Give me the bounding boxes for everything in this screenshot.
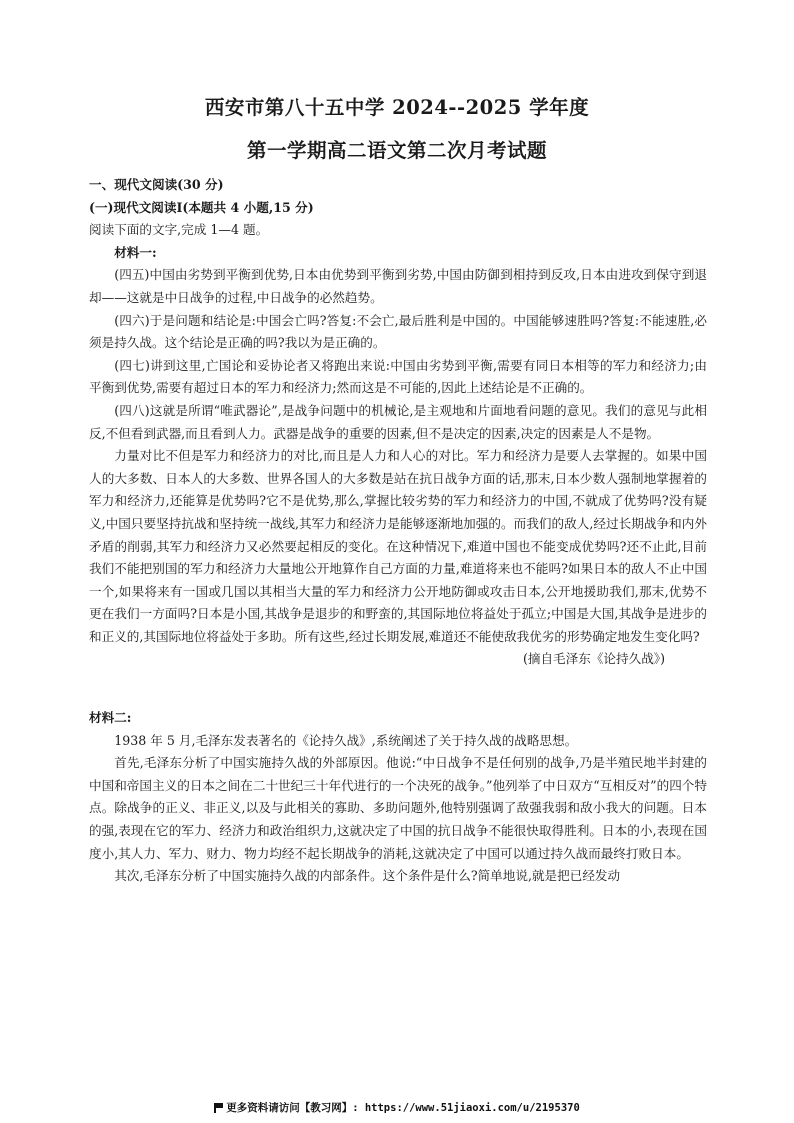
material1-paragraph: (四五)中国由劣势到平衡到优势,日本由优势到平衡到劣势,中国由防御到相持到反攻,日本由进攻到保守到退却——这就是中日战争的过程,中日战争的必然趋势。 (89, 267, 707, 305)
flag-icon (214, 1103, 223, 1112)
reading-instruction: 阅读下面的文字,完成 1—4 题。 (89, 222, 269, 238)
material2-paragraph: 其次,毛泽东分析了中国实施持久战的内部条件。这个条件是什么?简单地说,就是把已经发动 (114, 868, 621, 884)
material1-paragraph: (四八)这就是所谓“唯武器论”,是战争问题中的机械论,是主观地和片面地看问题的意见。我们的意见与此相反,不但看到武器,而且看到人力。武器是战争的重要的因素,但不是决定的因素,决定的因素是人不是物。 (89, 402, 707, 441)
material1-paragraph: (四七)讲到这里,亡国论和妥协论者又将跑出来说:中国由劣势到平衡,需要有同日本相等的军力和经济力;由平衡到优势,需要有超过日本的军力和经济力;然而这是不可能的,因此上述结论是不正确的。 (89, 357, 707, 396)
material2-paragraph: 1938 年 5 月,毛泽东发表著名的《论持久战》,系统阐述了关于持久战的战略思想。 (114, 732, 578, 748)
exam-content (89, 174, 707, 888)
subsection-heading: (一)现代文阅读Ⅰ(本题共 4 小题,15 分) (89, 199, 314, 215)
section-heading: 一、现代文阅读(30 分) (89, 177, 224, 192)
footer-text[interactable]: 更多资料请访问【教习网】: https://www.51jiaoxi.com/u/2195370 (226, 1102, 580, 1114)
footer-link[interactable] (0, 1100, 794, 1115)
spacer (89, 671, 707, 707)
material2-paragraph: 首先,毛泽东分析了中国实施持久战的外部原因。他说:“中日战争不是任何别的战争,乃是半殖民地半封建的中国和帝国主义的日本之间在二十世纪三十年代进行的一个决死的战争。”他列举了中日双方“互相反对”的四个特点。除战争的正义、非正义,以及与此相关的寡助、多助问题外,他特别强调了敌强我弱和敌小我大的问题。日本的强,表现在它的军力、经济力和政治组织力,这就决定了中国的抗日战争不能很快取得胜利。日本的小,表现在国度小,其人力、军力、财力、物力均经不起长期战争的消耗,这就决定了中国可以通过持久战而最终打败日本。 (89, 755, 707, 861)
material1-label: 材料一: (114, 244, 157, 260)
material2-label: 材料二: (89, 710, 132, 726)
exam-title-line2: 第一学期高二语文第二次月考试题 (246, 139, 547, 162)
material1-paragraph: 力量对比不但是军力和经济力的对比,而且是人力和人心的对比。军力和经济力是要人去掌握的。如果中国人的大多数、日本人的大多数、世界各国人的大多数是站在抗日战争方面的话,那末,日本少数人强制地掌握着的军力和经济力,还能算是优势吗?它不是优势,那么,掌握比较劣势的军力和经济力的中国,不就成了优势吗?没有疑义,中国只要坚持抗战和坚持统一战线,其军力和经济力是能够逐渐地加强的。而我们的敌人,经过长期战争和内外矛盾的削弱,其军力和经济力又必然要起相反的变化。在这种情况下,难道中国也不能变成优势吗?还不止此,目前我们不能把别国的军力和经济力大量地公开地算作自己方面的力量,难道将来也不能吗?如果日本的敌人不止中国一个,如果将来有一国或几国以其相当大量的军力和经济力公开地防御或攻击日本,公开地援助我们,那末,优势不更在我们一方面吗?日本是小国,其战争是退步的和野蛮的,其国际地位将益处于孤立;中国是大国,其战争是进步的和正义的,其国际地位将益处于多助。所有这些,经过长期发展,难道还不能使敌我优劣的形势确定地发生变化吗? (89, 448, 707, 644)
material1-source: (摘自毛泽东《论持久战》) (522, 651, 665, 667)
exam-title-line1: 西安市第八十五中学 2024--2025 学年度 (204, 96, 590, 119)
material1-paragraph: (四六)于是问题和结论是:中国会亡吗?答复:不会亡,最后胜利是中国的。中国能够速胜吗?答复:不能速胜,必须是持久战。这个结论是正确的吗?我以为是正确的。 (89, 312, 707, 351)
